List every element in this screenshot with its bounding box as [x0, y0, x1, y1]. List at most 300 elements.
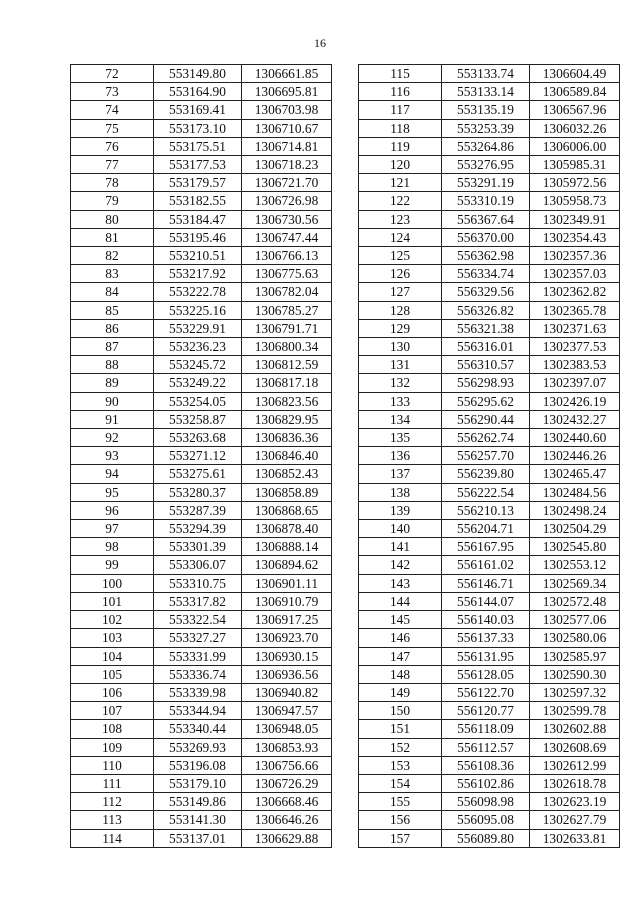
x-coordinate-cell: 556210.13	[442, 501, 530, 519]
y-coordinate-cell: 1306629.88	[242, 829, 332, 847]
point-number-cell: 145	[359, 611, 442, 629]
x-coordinate-cell: 556137.33	[442, 629, 530, 647]
table-row	[71, 793, 332, 811]
y-coordinate-cell: 1306703.98	[242, 101, 332, 119]
x-coordinate-cell: 556329.56	[442, 283, 530, 301]
x-coordinate-cell: 556262.74	[442, 429, 530, 447]
point-number-cell: 94	[71, 465, 154, 483]
table-row	[359, 520, 620, 538]
point-number-cell: 156	[359, 811, 442, 829]
point-number-cell: 120	[359, 156, 442, 174]
table-row	[71, 665, 332, 683]
table-row	[71, 338, 332, 356]
y-coordinate-cell: 1306947.57	[242, 702, 332, 720]
x-coordinate-cell: 553339.98	[154, 683, 242, 701]
x-coordinate-cell: 553269.93	[154, 738, 242, 756]
point-number-cell: 80	[71, 210, 154, 228]
point-number-cell: 135	[359, 429, 442, 447]
x-coordinate-cell: 556298.93	[442, 374, 530, 392]
table-row	[359, 720, 620, 738]
x-coordinate-cell: 553301.39	[154, 538, 242, 556]
y-coordinate-cell: 1302585.97	[530, 647, 620, 665]
table-row	[359, 101, 620, 119]
x-coordinate-cell: 553264.86	[442, 137, 530, 155]
y-coordinate-cell: 1302397.07	[530, 374, 620, 392]
table-row	[71, 410, 332, 428]
point-number-cell: 142	[359, 556, 442, 574]
x-coordinate-cell: 553294.39	[154, 520, 242, 538]
table-row	[71, 520, 332, 538]
point-number-cell: 87	[71, 338, 154, 356]
y-coordinate-cell: 1306756.66	[242, 756, 332, 774]
y-coordinate-cell: 1306646.26	[242, 811, 332, 829]
point-number-cell: 82	[71, 247, 154, 265]
table-row	[71, 119, 332, 137]
x-coordinate-cell: 553276.95	[442, 156, 530, 174]
y-coordinate-cell: 1302440.60	[530, 429, 620, 447]
x-coordinate-cell: 553317.82	[154, 592, 242, 610]
y-coordinate-cell: 1306894.62	[242, 556, 332, 574]
table-row	[71, 137, 332, 155]
table-row	[71, 174, 332, 192]
table-row	[359, 647, 620, 665]
table-row	[71, 156, 332, 174]
y-coordinate-cell: 1306695.81	[242, 83, 332, 101]
x-coordinate-cell: 553149.86	[154, 793, 242, 811]
table-row	[359, 410, 620, 428]
coordinates-table-left	[70, 64, 332, 848]
y-coordinate-cell: 1306800.34	[242, 338, 332, 356]
x-coordinate-cell: 553322.54	[154, 611, 242, 629]
point-number-cell: 83	[71, 265, 154, 283]
point-number-cell: 85	[71, 301, 154, 319]
y-coordinate-cell: 1306901.11	[242, 574, 332, 592]
table-row	[71, 592, 332, 610]
table-row	[359, 629, 620, 647]
x-coordinate-cell: 553263.68	[154, 429, 242, 447]
y-coordinate-cell: 1306917.25	[242, 611, 332, 629]
table-row	[359, 301, 620, 319]
x-coordinate-cell: 556120.77	[442, 702, 530, 720]
point-number-cell: 88	[71, 356, 154, 374]
y-coordinate-cell: 1306747.44	[242, 228, 332, 246]
table-row	[359, 356, 620, 374]
point-number-cell: 90	[71, 392, 154, 410]
table-row	[359, 210, 620, 228]
table-row	[71, 702, 332, 720]
table-row	[71, 301, 332, 319]
table-row	[71, 265, 332, 283]
y-coordinate-cell: 1306910.79	[242, 592, 332, 610]
y-coordinate-cell: 1306766.13	[242, 247, 332, 265]
table-row	[359, 611, 620, 629]
y-coordinate-cell: 1306785.27	[242, 301, 332, 319]
x-coordinate-cell: 553195.46	[154, 228, 242, 246]
x-coordinate-cell: 553287.39	[154, 501, 242, 519]
y-coordinate-cell: 1302545.80	[530, 538, 620, 556]
table-row	[71, 483, 332, 501]
point-number-cell: 143	[359, 574, 442, 592]
y-coordinate-cell: 1306032.26	[530, 119, 620, 137]
table-row	[359, 829, 620, 847]
point-number-cell: 123	[359, 210, 442, 228]
y-coordinate-cell: 1302426.19	[530, 392, 620, 410]
x-coordinate-cell: 556370.00	[442, 228, 530, 246]
point-number-cell: 108	[71, 720, 154, 738]
table-row	[71, 829, 332, 847]
y-coordinate-cell: 1306726.29	[242, 774, 332, 792]
y-coordinate-cell: 1306589.84	[530, 83, 620, 101]
y-coordinate-cell: 1302572.48	[530, 592, 620, 610]
point-number-cell: 76	[71, 137, 154, 155]
x-coordinate-cell: 556144.07	[442, 592, 530, 610]
table-row	[359, 374, 620, 392]
y-coordinate-cell: 1302377.53	[530, 338, 620, 356]
point-number-cell: 110	[71, 756, 154, 774]
x-coordinate-cell: 556098.98	[442, 793, 530, 811]
x-coordinate-cell: 553179.57	[154, 174, 242, 192]
table-row	[71, 374, 332, 392]
y-coordinate-cell: 1306868.65	[242, 501, 332, 519]
table-row	[71, 647, 332, 665]
point-number-cell: 146	[359, 629, 442, 647]
table-row	[359, 811, 620, 829]
table-row	[71, 556, 332, 574]
y-coordinate-cell: 1302498.24	[530, 501, 620, 519]
x-coordinate-cell: 553182.55	[154, 192, 242, 210]
table-row	[359, 338, 620, 356]
table-row	[359, 756, 620, 774]
point-number-cell: 116	[359, 83, 442, 101]
y-coordinate-cell: 1306829.95	[242, 410, 332, 428]
point-number-cell: 103	[71, 629, 154, 647]
x-coordinate-cell: 553217.92	[154, 265, 242, 283]
x-coordinate-cell: 553271.12	[154, 447, 242, 465]
y-coordinate-cell: 1302627.79	[530, 811, 620, 829]
point-number-cell: 118	[359, 119, 442, 137]
y-coordinate-cell: 1302484.56	[530, 483, 620, 501]
point-number-cell: 122	[359, 192, 442, 210]
y-coordinate-cell: 1306710.67	[242, 119, 332, 137]
table-row	[71, 465, 332, 483]
table-row	[71, 247, 332, 265]
table-row	[359, 65, 620, 83]
y-coordinate-cell: 1302365.78	[530, 301, 620, 319]
y-coordinate-cell: 1306940.82	[242, 683, 332, 701]
y-coordinate-cell: 1306718.23	[242, 156, 332, 174]
point-number-cell: 93	[71, 447, 154, 465]
table-row	[359, 738, 620, 756]
y-coordinate-cell: 1306948.05	[242, 720, 332, 738]
table-row	[71, 611, 332, 629]
table-row	[71, 192, 332, 210]
table-row	[359, 665, 620, 683]
y-coordinate-cell: 1302432.27	[530, 410, 620, 428]
point-number-cell: 107	[71, 702, 154, 720]
point-number-cell: 133	[359, 392, 442, 410]
point-number-cell: 131	[359, 356, 442, 374]
y-coordinate-cell: 1302602.88	[530, 720, 620, 738]
point-number-cell: 154	[359, 774, 442, 792]
y-coordinate-cell: 1302599.78	[530, 702, 620, 720]
x-coordinate-cell: 556222.54	[442, 483, 530, 501]
y-coordinate-cell: 1306823.56	[242, 392, 332, 410]
y-coordinate-cell: 1306661.85	[242, 65, 332, 83]
y-coordinate-cell: 1306836.36	[242, 429, 332, 447]
point-number-cell: 157	[359, 829, 442, 847]
table-row	[359, 156, 620, 174]
y-coordinate-cell: 1302580.06	[530, 629, 620, 647]
table-row	[359, 247, 620, 265]
x-coordinate-cell: 556161.02	[442, 556, 530, 574]
point-number-cell: 138	[359, 483, 442, 501]
table-row	[359, 556, 620, 574]
table-row	[71, 83, 332, 101]
point-number-cell: 149	[359, 683, 442, 701]
y-coordinate-cell: 1302597.32	[530, 683, 620, 701]
table-row	[359, 793, 620, 811]
x-coordinate-cell: 553169.41	[154, 101, 242, 119]
table-row	[71, 683, 332, 701]
point-number-cell: 129	[359, 319, 442, 337]
point-number-cell: 147	[359, 647, 442, 665]
x-coordinate-cell: 556295.62	[442, 392, 530, 410]
point-number-cell: 127	[359, 283, 442, 301]
y-coordinate-cell: 1306888.14	[242, 538, 332, 556]
point-number-cell: 96	[71, 501, 154, 519]
point-number-cell: 125	[359, 247, 442, 265]
point-number-cell: 137	[359, 465, 442, 483]
x-coordinate-cell: 556089.80	[442, 829, 530, 847]
y-coordinate-cell: 1302553.12	[530, 556, 620, 574]
point-number-cell: 155	[359, 793, 442, 811]
x-coordinate-cell: 553175.51	[154, 137, 242, 155]
point-number-cell: 148	[359, 665, 442, 683]
x-coordinate-cell: 553149.80	[154, 65, 242, 83]
x-coordinate-cell: 553225.16	[154, 301, 242, 319]
table-row	[359, 119, 620, 137]
point-number-cell: 75	[71, 119, 154, 137]
table-row	[71, 738, 332, 756]
x-coordinate-cell: 553245.72	[154, 356, 242, 374]
y-coordinate-cell: 1302612.99	[530, 756, 620, 774]
table-row	[359, 574, 620, 592]
x-coordinate-cell: 556108.36	[442, 756, 530, 774]
y-coordinate-cell: 1302349.91	[530, 210, 620, 228]
x-coordinate-cell: 556310.57	[442, 356, 530, 374]
y-coordinate-cell: 1302357.36	[530, 247, 620, 265]
point-number-cell: 106	[71, 683, 154, 701]
y-coordinate-cell: 1306923.70	[242, 629, 332, 647]
x-coordinate-cell: 553310.75	[154, 574, 242, 592]
table-row	[359, 319, 620, 337]
x-coordinate-cell: 556140.03	[442, 611, 530, 629]
point-number-cell: 134	[359, 410, 442, 428]
point-number-cell: 117	[359, 101, 442, 119]
table-row	[359, 192, 620, 210]
x-coordinate-cell: 556321.38	[442, 319, 530, 337]
x-coordinate-cell: 553331.99	[154, 647, 242, 665]
point-number-cell: 78	[71, 174, 154, 192]
table-row	[71, 629, 332, 647]
table-row	[71, 319, 332, 337]
x-coordinate-cell: 553236.23	[154, 338, 242, 356]
x-coordinate-cell: 553210.51	[154, 247, 242, 265]
point-number-cell: 113	[71, 811, 154, 829]
x-coordinate-cell: 556362.98	[442, 247, 530, 265]
table-row	[359, 465, 620, 483]
point-number-cell: 73	[71, 83, 154, 101]
y-coordinate-cell: 1306721.70	[242, 174, 332, 192]
table-row	[359, 429, 620, 447]
table-row	[359, 137, 620, 155]
y-coordinate-cell: 1306567.96	[530, 101, 620, 119]
x-coordinate-cell: 553310.19	[442, 192, 530, 210]
x-coordinate-cell: 553173.10	[154, 119, 242, 137]
point-number-cell: 121	[359, 174, 442, 192]
y-coordinate-cell: 1306930.15	[242, 647, 332, 665]
point-number-cell: 89	[71, 374, 154, 392]
table-row	[359, 538, 620, 556]
y-coordinate-cell: 1302383.53	[530, 356, 620, 374]
y-coordinate-cell: 1306782.04	[242, 283, 332, 301]
point-number-cell: 101	[71, 592, 154, 610]
y-coordinate-cell: 1302357.03	[530, 265, 620, 283]
x-coordinate-cell: 553336.74	[154, 665, 242, 683]
point-number-cell: 105	[71, 665, 154, 683]
table-row	[71, 538, 332, 556]
table-row	[71, 774, 332, 792]
x-coordinate-cell: 553253.39	[442, 119, 530, 137]
x-coordinate-cell: 556128.05	[442, 665, 530, 683]
x-coordinate-cell: 556095.08	[442, 811, 530, 829]
y-coordinate-cell: 1305958.73	[530, 192, 620, 210]
x-coordinate-cell: 556326.82	[442, 301, 530, 319]
point-number-cell: 92	[71, 429, 154, 447]
x-coordinate-cell: 553249.22	[154, 374, 242, 392]
table-row	[71, 756, 332, 774]
point-number-cell: 144	[359, 592, 442, 610]
y-coordinate-cell: 1302569.34	[530, 574, 620, 592]
table-row	[359, 392, 620, 410]
point-number-cell: 109	[71, 738, 154, 756]
x-coordinate-cell: 553327.27	[154, 629, 242, 647]
table-row	[359, 228, 620, 246]
point-number-cell: 115	[359, 65, 442, 83]
x-coordinate-cell: 553254.05	[154, 392, 242, 410]
table-row	[71, 65, 332, 83]
point-number-cell: 130	[359, 338, 442, 356]
x-coordinate-cell: 556167.95	[442, 538, 530, 556]
point-number-cell: 114	[71, 829, 154, 847]
table-row	[71, 447, 332, 465]
point-number-cell: 151	[359, 720, 442, 738]
x-coordinate-cell: 553280.37	[154, 483, 242, 501]
table-row	[359, 83, 620, 101]
y-coordinate-cell: 1305985.31	[530, 156, 620, 174]
y-coordinate-cell: 1306812.59	[242, 356, 332, 374]
table-row	[359, 702, 620, 720]
table-row	[71, 356, 332, 374]
point-number-cell: 74	[71, 101, 154, 119]
y-coordinate-cell: 1302504.29	[530, 520, 620, 538]
x-coordinate-cell: 556102.86	[442, 774, 530, 792]
point-number-cell: 150	[359, 702, 442, 720]
x-coordinate-cell: 553179.10	[154, 774, 242, 792]
x-coordinate-cell: 556112.57	[442, 738, 530, 756]
table-row	[71, 811, 332, 829]
point-number-cell: 99	[71, 556, 154, 574]
x-coordinate-cell: 556316.01	[442, 338, 530, 356]
y-coordinate-cell: 1305972.56	[530, 174, 620, 192]
table-row	[71, 210, 332, 228]
y-coordinate-cell: 1302608.69	[530, 738, 620, 756]
y-coordinate-cell: 1306730.56	[242, 210, 332, 228]
point-number-cell: 72	[71, 65, 154, 83]
page-number: 16	[314, 36, 326, 50]
y-coordinate-cell: 1302618.78	[530, 774, 620, 792]
x-coordinate-cell: 556146.71	[442, 574, 530, 592]
point-number-cell: 132	[359, 374, 442, 392]
y-coordinate-cell: 1302446.26	[530, 447, 620, 465]
point-number-cell: 98	[71, 538, 154, 556]
y-coordinate-cell: 1306817.18	[242, 374, 332, 392]
x-coordinate-cell: 556290.44	[442, 410, 530, 428]
y-coordinate-cell: 1302633.81	[530, 829, 620, 847]
x-coordinate-cell: 553133.74	[442, 65, 530, 83]
table-row	[71, 101, 332, 119]
point-number-cell: 136	[359, 447, 442, 465]
x-coordinate-cell: 553184.47	[154, 210, 242, 228]
x-coordinate-cell: 553141.30	[154, 811, 242, 829]
y-coordinate-cell: 1306878.40	[242, 520, 332, 538]
point-number-cell: 97	[71, 520, 154, 538]
point-number-cell: 153	[359, 756, 442, 774]
point-number-cell: 124	[359, 228, 442, 246]
y-coordinate-cell: 1306936.56	[242, 665, 332, 683]
x-coordinate-cell: 553306.07	[154, 556, 242, 574]
x-coordinate-cell: 553344.94	[154, 702, 242, 720]
x-coordinate-cell: 553275.61	[154, 465, 242, 483]
point-number-cell: 126	[359, 265, 442, 283]
table-row	[71, 501, 332, 519]
point-number-cell: 84	[71, 283, 154, 301]
y-coordinate-cell: 1306604.49	[530, 65, 620, 83]
x-coordinate-cell: 556204.71	[442, 520, 530, 538]
x-coordinate-cell: 553135.19	[442, 101, 530, 119]
x-coordinate-cell: 553229.91	[154, 319, 242, 337]
x-coordinate-cell: 556257.70	[442, 447, 530, 465]
table-row	[359, 483, 620, 501]
y-coordinate-cell: 1302465.47	[530, 465, 620, 483]
table-row	[359, 501, 620, 519]
table-row	[359, 683, 620, 701]
x-coordinate-cell: 556131.95	[442, 647, 530, 665]
y-coordinate-cell: 1306858.89	[242, 483, 332, 501]
x-coordinate-cell: 553258.87	[154, 410, 242, 428]
point-number-cell: 95	[71, 483, 154, 501]
point-number-cell: 81	[71, 228, 154, 246]
x-coordinate-cell: 553137.01	[154, 829, 242, 847]
point-number-cell: 141	[359, 538, 442, 556]
y-coordinate-cell: 1306775.63	[242, 265, 332, 283]
x-coordinate-cell: 553164.90	[154, 83, 242, 101]
table-row	[71, 574, 332, 592]
table-row	[71, 283, 332, 301]
point-number-cell: 77	[71, 156, 154, 174]
x-coordinate-cell: 553291.19	[442, 174, 530, 192]
point-number-cell: 79	[71, 192, 154, 210]
